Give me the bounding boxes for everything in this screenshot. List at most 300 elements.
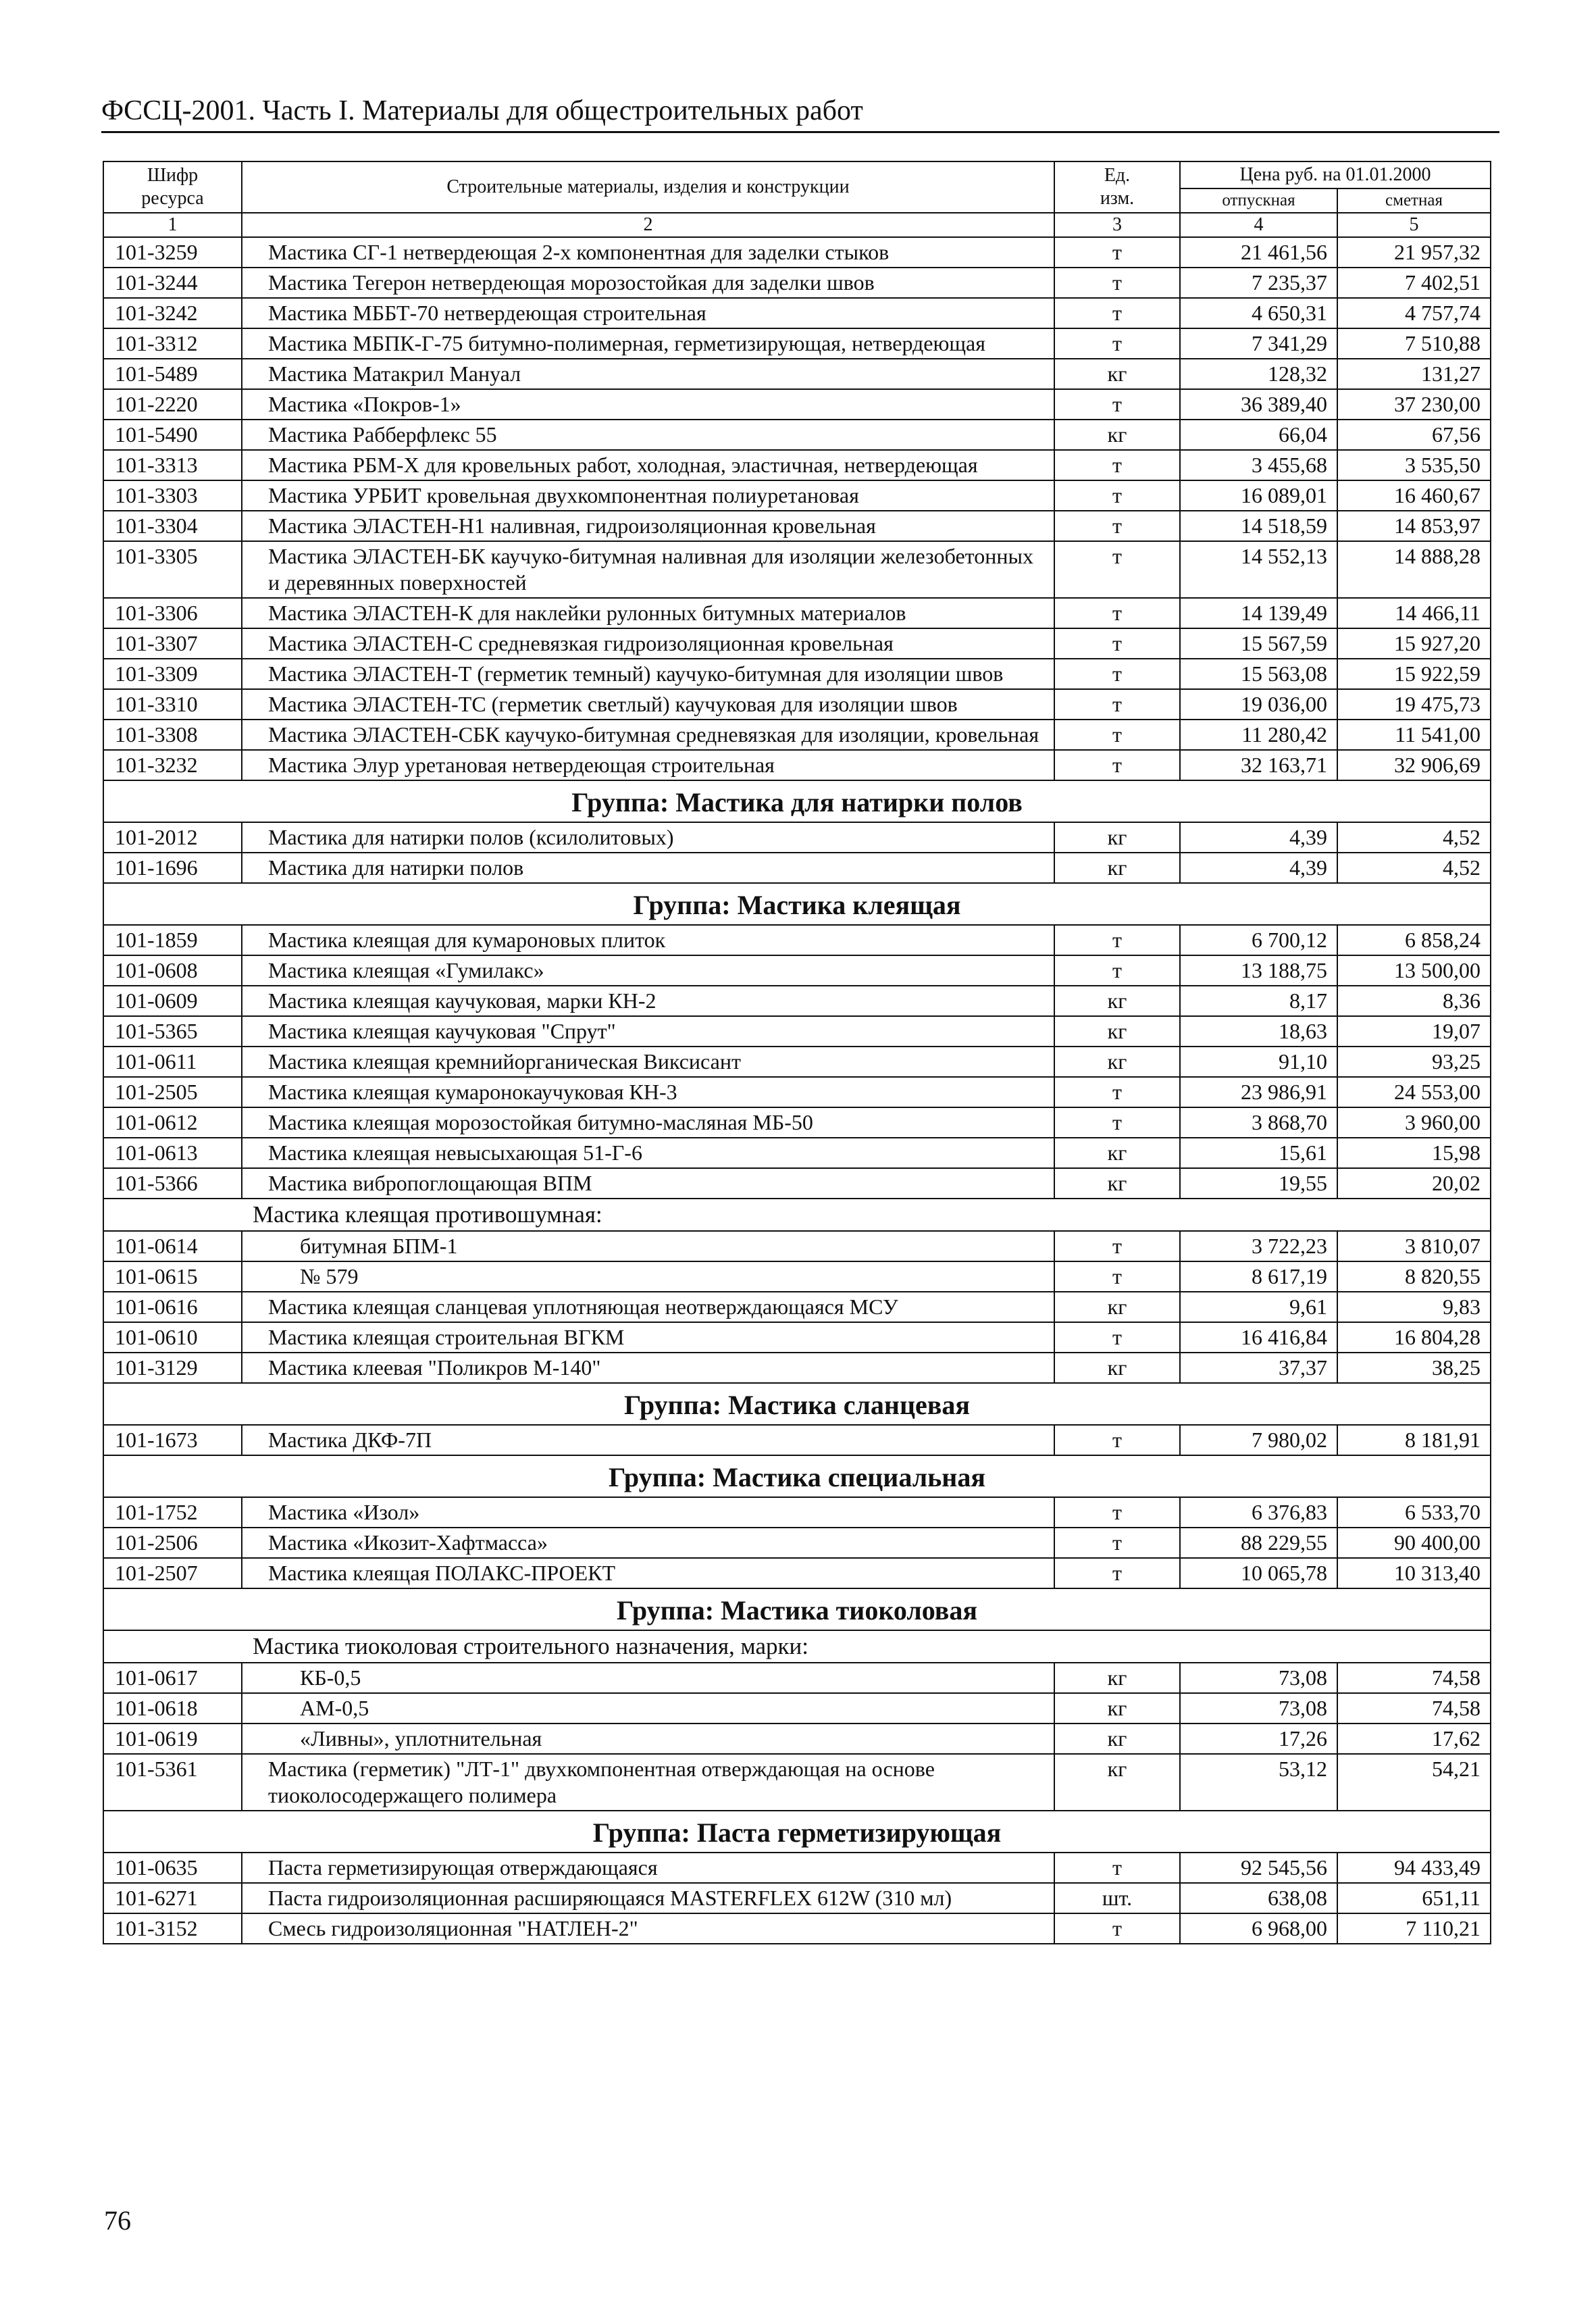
release-price-cell: 8 617,19 [1180, 1261, 1337, 1292]
resource-code-cell: 101-3232 [103, 750, 242, 780]
unit-cell: т [1054, 720, 1180, 750]
estimate-price-cell: 10 313,40 [1337, 1558, 1491, 1588]
release-price-cell: 14 518,59 [1180, 511, 1337, 541]
estimate-price-cell: 16 804,28 [1337, 1322, 1491, 1353]
material-name-cell: битумная БПМ-1 [242, 1231, 1054, 1261]
estimate-price-cell: 7 402,51 [1337, 268, 1491, 298]
estimate-price-cell: 67,56 [1337, 420, 1491, 450]
release-price-cell: 92 545,56 [1180, 1853, 1337, 1883]
table-row [103, 598, 1491, 628]
table-row [103, 1693, 1491, 1724]
material-name-cell: Мастика клеящая каучуковая, марки КН-2 [242, 986, 1054, 1016]
release-price-cell: 15 567,59 [1180, 628, 1337, 659]
unit-cell: т [1054, 237, 1180, 268]
release-price-cell: 9,61 [1180, 1292, 1337, 1322]
unit-cell: кг [1054, 1353, 1180, 1383]
estimate-price-cell: 14 853,97 [1337, 511, 1491, 541]
unit-cell: т [1054, 511, 1180, 541]
material-name-cell: Паста герметизирующая отверждающаяся [242, 1853, 1054, 1883]
resource-code-cell: 101-3303 [103, 480, 242, 511]
resource-code-cell: 101-5365 [103, 1016, 242, 1047]
resource-code-cell: 101-2505 [103, 1077, 242, 1107]
release-price-cell: 36 389,40 [1180, 389, 1337, 420]
table-row [103, 420, 1491, 450]
resource-code-cell: 101-3307 [103, 628, 242, 659]
material-name-cell: Мастика ЭЛАСТЕН-СБК каучуко-битумная средневязкая для изоляции, кровельная [242, 720, 1054, 750]
code-header-line2: ресурса [141, 188, 204, 209]
resource-code-cell: 101-2506 [103, 1528, 242, 1558]
estimate-price-cell: 17,62 [1337, 1724, 1491, 1754]
estimate-price-cell: 7 510,88 [1337, 328, 1491, 359]
material-name-cell: Мастика ЭЛАСТЕН-ТС (герметик светлый) каучуковая для изоляции швов [242, 689, 1054, 720]
material-name-cell: Мастика Элур уретановая нетвердеющая строительная [242, 750, 1054, 780]
table-row [103, 328, 1491, 359]
unit-cell: кг [1054, 822, 1180, 853]
subgroup-title: Мастика тиоколовая строительного назначения, марки: [103, 1630, 1491, 1663]
table-body [103, 237, 1491, 1944]
material-name-cell: Мастика клеящая сланцевая уплотняющая неотверждающаяся МСУ [242, 1292, 1054, 1322]
group-header-row [103, 780, 1491, 822]
unit-cell: т [1054, 1528, 1180, 1558]
column-number: 2 [242, 213, 1054, 237]
release-price-cell: 14 139,49 [1180, 598, 1337, 628]
unit-cell: т [1054, 328, 1180, 359]
release-price-cell: 4 650,31 [1180, 298, 1337, 328]
estimate-price-cell: 8 181,91 [1337, 1425, 1491, 1455]
material-name-cell: АМ-0,5 [242, 1693, 1054, 1724]
estimate-price-cell: 74,58 [1337, 1693, 1491, 1724]
material-name-cell: Мастика СГ-1 нетвердеющая 2-х компонентная для заделки стыков [242, 237, 1054, 268]
resource-code-cell: 101-3242 [103, 298, 242, 328]
group-title: Группа: Мастика сланцевая [103, 1383, 1491, 1425]
unit-cell: кг [1054, 986, 1180, 1016]
column-number: 4 [1180, 213, 1337, 237]
table-row [103, 1261, 1491, 1292]
unit-cell: т [1054, 268, 1180, 298]
unit-header-line2: изм. [1100, 188, 1135, 209]
estimate-price-cell: 4 757,74 [1337, 298, 1491, 328]
estimate-price-cell: 19,07 [1337, 1016, 1491, 1047]
material-name-cell: Паста гидроизоляционная расширяющаяся MASTERFLEX 612W (310 мл) [242, 1883, 1054, 1913]
group-header-row [103, 1383, 1491, 1425]
estimate-price-cell: 14 888,28 [1337, 541, 1491, 598]
resource-code-cell: 101-3306 [103, 598, 242, 628]
estimate-price-cell: 14 466,11 [1337, 598, 1491, 628]
material-name-cell: Мастика клеевая "Поликров М-140" [242, 1353, 1054, 1383]
material-name-cell: Мастика вибропоглощающая ВПМ [242, 1168, 1054, 1199]
unit-cell: т [1054, 628, 1180, 659]
resource-code-cell: 101-0613 [103, 1138, 242, 1168]
resource-code-cell: 101-3304 [103, 511, 242, 541]
estimate-price-cell: 93,25 [1337, 1047, 1491, 1077]
material-name-cell: Мастика клеящая кумаронокаучуковая КН-3 [242, 1077, 1054, 1107]
estimate-price-cell: 651,11 [1337, 1883, 1491, 1913]
release-price-cell: 73,08 [1180, 1693, 1337, 1724]
estimate-price-cell: 74,58 [1337, 1663, 1491, 1693]
unit-cell: кг [1054, 1138, 1180, 1168]
table-row [103, 1425, 1491, 1455]
column-header-code [103, 161, 242, 213]
table-row [103, 1168, 1491, 1199]
column-header-price: Цена руб. на 01.01.2000 [1180, 161, 1491, 188]
estimate-price-cell: 4,52 [1337, 853, 1491, 883]
material-name-cell: Мастика клеящая морозостойкая битумно-масляная МБ-50 [242, 1107, 1054, 1138]
resource-code-cell: 101-5490 [103, 420, 242, 450]
resource-code-cell: 101-0610 [103, 1322, 242, 1353]
table-row [103, 541, 1491, 598]
release-price-cell: 32 163,71 [1180, 750, 1337, 780]
table-row [103, 1883, 1491, 1913]
table-row [103, 1497, 1491, 1528]
release-price-cell: 88 229,55 [1180, 1528, 1337, 1558]
material-name-cell: «Ливны», уплотнительная [242, 1724, 1054, 1754]
unit-header-line1: Ед. [1104, 165, 1131, 186]
release-price-cell: 6 700,12 [1180, 925, 1337, 955]
estimate-price-cell: 13 500,00 [1337, 955, 1491, 986]
release-price-cell: 13 188,75 [1180, 955, 1337, 986]
release-price-cell: 6 376,83 [1180, 1497, 1337, 1528]
resource-code-cell: 101-0619 [103, 1724, 242, 1754]
estimate-price-cell: 9,83 [1337, 1292, 1491, 1322]
estimate-price-cell: 11 541,00 [1337, 720, 1491, 750]
release-price-cell: 66,04 [1180, 420, 1337, 450]
unit-cell: кг [1054, 359, 1180, 389]
estimate-price-cell: 131,27 [1337, 359, 1491, 389]
subgroup-title: Мастика клеящая противошумная: [103, 1199, 1491, 1231]
material-name-cell: Мастика ЭЛАСТЕН-Н1 наливная, гидроизоляционная кровельная [242, 511, 1054, 541]
resource-code-cell: 101-1673 [103, 1425, 242, 1455]
column-header-estimate: сметная [1337, 188, 1491, 213]
material-name-cell: Мастика клеящая строительная ВГКМ [242, 1322, 1054, 1353]
release-price-cell: 21 461,56 [1180, 237, 1337, 268]
unit-cell: кг [1054, 1047, 1180, 1077]
table-row [103, 1138, 1491, 1168]
table-row [103, 480, 1491, 511]
release-price-cell: 8,17 [1180, 986, 1337, 1016]
release-price-cell: 7 235,37 [1180, 268, 1337, 298]
resource-code-cell: 101-0618 [103, 1693, 242, 1724]
table-row [103, 1754, 1491, 1811]
unit-cell: т [1054, 541, 1180, 598]
resource-code-cell: 101-0609 [103, 986, 242, 1016]
resource-code-cell: 101-3308 [103, 720, 242, 750]
material-name-cell: Мастика «Икозит-Хафтмасса» [242, 1528, 1054, 1558]
material-name-cell: № 579 [242, 1261, 1054, 1292]
estimate-price-cell: 19 475,73 [1337, 689, 1491, 720]
material-name-cell: Мастика ЭЛАСТЕН-БК каучуко-битумная наливная для изоляции железобетонных и деревянных поверхностей [242, 541, 1054, 598]
page-title: ФССЦ-2001. Часть I. Материалы для общестроительных работ [101, 92, 1499, 133]
table-row [103, 268, 1491, 298]
material-name-cell: Мастика Рабберфлекс 55 [242, 420, 1054, 450]
table-row [103, 1913, 1491, 1944]
material-name-cell: Мастика клеящая ПОЛАКС-ПРОЕКТ [242, 1558, 1054, 1588]
release-price-cell: 3 868,70 [1180, 1107, 1337, 1138]
resource-code-cell: 101-3313 [103, 450, 242, 480]
unit-cell: т [1054, 689, 1180, 720]
table-row [103, 1047, 1491, 1077]
material-name-cell: Мастика ЭЛАСТЕН-С средневязкая гидроизоляционная кровельная [242, 628, 1054, 659]
resource-code-cell: 101-3152 [103, 1913, 242, 1944]
unit-cell: кг [1054, 1693, 1180, 1724]
subgroup-header-row [103, 1630, 1491, 1663]
resource-code-cell: 101-0608 [103, 955, 242, 986]
resource-code-cell: 101-1752 [103, 1497, 242, 1528]
release-price-cell: 15 563,08 [1180, 659, 1337, 689]
estimate-price-cell: 20,02 [1337, 1168, 1491, 1199]
material-name-cell: Мастика клеящая «Гумилакс» [242, 955, 1054, 986]
material-name-cell: Мастика для натирки полов (ксилолитовых) [242, 822, 1054, 853]
column-number: 5 [1337, 213, 1491, 237]
code-header-line1: Шифр [147, 165, 199, 186]
resource-code-cell: 101-3244 [103, 268, 242, 298]
table-row [103, 1558, 1491, 1588]
release-price-cell: 638,08 [1180, 1883, 1337, 1913]
unit-cell: т [1054, 1497, 1180, 1528]
resource-code-cell: 101-2507 [103, 1558, 242, 1588]
estimate-price-cell: 32 906,69 [1337, 750, 1491, 780]
material-name-cell: Мастика «Покров-1» [242, 389, 1054, 420]
release-price-cell: 3 722,23 [1180, 1231, 1337, 1261]
estimate-price-cell: 15 922,59 [1337, 659, 1491, 689]
group-title: Группа: Мастика специальная [103, 1455, 1491, 1497]
unit-cell: шт. [1054, 1883, 1180, 1913]
table-row [103, 450, 1491, 480]
estimate-price-cell: 3 810,07 [1337, 1231, 1491, 1261]
estimate-price-cell: 4,52 [1337, 822, 1491, 853]
resource-code-cell: 101-3309 [103, 659, 242, 689]
table-row [103, 750, 1491, 780]
resource-code-cell: 101-0616 [103, 1292, 242, 1322]
release-price-cell: 16 416,84 [1180, 1322, 1337, 1353]
estimate-price-cell: 3 960,00 [1337, 1107, 1491, 1138]
estimate-price-cell: 16 460,67 [1337, 480, 1491, 511]
release-price-cell: 23 986,91 [1180, 1077, 1337, 1107]
release-price-cell: 91,10 [1180, 1047, 1337, 1077]
column-number: 3 [1054, 213, 1180, 237]
table-row [103, 359, 1491, 389]
table-row [103, 1231, 1491, 1261]
unit-cell: т [1054, 1853, 1180, 1883]
resource-code-cell: 101-5361 [103, 1754, 242, 1811]
material-name-cell: Мастика для натирки полов [242, 853, 1054, 883]
unit-cell: т [1054, 450, 1180, 480]
estimate-price-cell: 94 433,49 [1337, 1853, 1491, 1883]
resource-code-cell: 101-1696 [103, 853, 242, 883]
unit-cell: т [1054, 1913, 1180, 1944]
resource-code-cell: 101-0612 [103, 1107, 242, 1138]
group-title: Группа: Мастика для натирки полов [103, 780, 1491, 822]
material-name-cell: КБ-0,5 [242, 1663, 1054, 1693]
table-row [103, 298, 1491, 328]
release-price-cell: 37,37 [1180, 1353, 1337, 1383]
release-price-cell: 73,08 [1180, 1663, 1337, 1693]
resource-code-cell: 101-0611 [103, 1047, 242, 1077]
resource-code-cell: 101-2220 [103, 389, 242, 420]
resource-code-cell: 101-0614 [103, 1231, 242, 1261]
group-header-row [103, 1455, 1491, 1497]
estimate-price-cell: 8,36 [1337, 986, 1491, 1016]
table-row [103, 853, 1491, 883]
estimate-price-cell: 21 957,32 [1337, 237, 1491, 268]
release-price-cell: 14 552,13 [1180, 541, 1337, 598]
estimate-price-cell: 37 230,00 [1337, 389, 1491, 420]
table-row [103, 628, 1491, 659]
material-name-cell: Мастика ЭЛАСТЕН-Т (герметик темный) каучуко-битумная для изоляции швов [242, 659, 1054, 689]
unit-cell: т [1054, 389, 1180, 420]
material-name-cell: Мастика Матакрил Мануал [242, 359, 1054, 389]
table-row [103, 822, 1491, 853]
unit-cell: кг [1054, 1724, 1180, 1754]
material-name-cell: Смесь гидроизоляционная "НАТЛЕН-2" [242, 1913, 1054, 1944]
group-title: Группа: Мастика клеящая [103, 883, 1491, 925]
table-row [103, 925, 1491, 955]
group-header-row [103, 883, 1491, 925]
material-name-cell: Мастика РБМ-Х для кровельных работ, холодная, эластичная, нетвердеющая [242, 450, 1054, 480]
resource-code-cell: 101-0615 [103, 1261, 242, 1292]
release-price-cell: 18,63 [1180, 1016, 1337, 1047]
estimate-price-cell: 8 820,55 [1337, 1261, 1491, 1292]
material-name-cell: Мастика клеящая невысыхающая 51-Г-6 [242, 1138, 1054, 1168]
material-name-cell: Мастика МББТ-70 нетвердеющая строительная [242, 298, 1054, 328]
material-name-cell: Мастика «Изол» [242, 1497, 1054, 1528]
unit-cell: т [1054, 1558, 1180, 1588]
unit-cell: т [1054, 480, 1180, 511]
price-table [103, 161, 1491, 1944]
group-title: Группа: Паста герметизирующая [103, 1811, 1491, 1853]
unit-cell: т [1054, 925, 1180, 955]
unit-cell: т [1054, 659, 1180, 689]
table-row [103, 720, 1491, 750]
table-row [103, 1077, 1491, 1107]
estimate-price-cell: 3 535,50 [1337, 450, 1491, 480]
resource-code-cell: 101-6271 [103, 1883, 242, 1913]
release-price-cell: 15,61 [1180, 1138, 1337, 1168]
resource-code-cell: 101-0617 [103, 1663, 242, 1693]
unit-cell: кг [1054, 853, 1180, 883]
material-name-cell: Мастика Тегерон нетвердеющая морозостойкая для заделки швов [242, 268, 1054, 298]
release-price-cell: 3 455,68 [1180, 450, 1337, 480]
unit-cell: т [1054, 1425, 1180, 1455]
release-price-cell: 4,39 [1180, 822, 1337, 853]
material-name-cell: Мастика УРБИТ кровельная двухкомпонентная полиуретановая [242, 480, 1054, 511]
unit-cell: кг [1054, 1754, 1180, 1811]
table-row [103, 1663, 1491, 1693]
resource-code-cell: 101-5489 [103, 359, 242, 389]
column-header-release: отпускная [1180, 188, 1337, 213]
table-row [103, 659, 1491, 689]
release-price-cell: 7 341,29 [1180, 328, 1337, 359]
unit-cell: кг [1054, 1016, 1180, 1047]
price-table-wrapper [103, 161, 1490, 1944]
unit-cell: т [1054, 298, 1180, 328]
unit-cell: т [1054, 955, 1180, 986]
column-header-name: Строительные материалы, изделия и конструкции [242, 161, 1054, 213]
estimate-price-cell: 6 533,70 [1337, 1497, 1491, 1528]
release-price-cell: 128,32 [1180, 359, 1337, 389]
material-name-cell: Мастика МБПК-Г-75 битумно-полимерная, герметизирующая, нетвердеющая [242, 328, 1054, 359]
estimate-price-cell: 6 858,24 [1337, 925, 1491, 955]
estimate-price-cell: 38,25 [1337, 1353, 1491, 1383]
table-row [103, 1107, 1491, 1138]
material-name-cell: Мастика (герметик) "ЛТ-1" двухкомпонентная отверждающая на основе тиоколосодержащего полимера [242, 1754, 1054, 1811]
table-head [103, 161, 1491, 237]
column-number-row [103, 213, 1491, 237]
estimate-price-cell: 24 553,00 [1337, 1077, 1491, 1107]
resource-code-cell: 101-3259 [103, 237, 242, 268]
estimate-price-cell: 90 400,00 [1337, 1528, 1491, 1558]
release-price-cell: 10 065,78 [1180, 1558, 1337, 1588]
table-row [103, 955, 1491, 986]
release-price-cell: 19,55 [1180, 1168, 1337, 1199]
unit-cell: т [1054, 1231, 1180, 1261]
page-number: 76 [104, 2205, 131, 2236]
unit-cell: кг [1054, 420, 1180, 450]
material-name-cell: Мастика клеящая для кумароновых плиток [242, 925, 1054, 955]
release-price-cell: 4,39 [1180, 853, 1337, 883]
material-name-cell: Мастика ЭЛАСТЕН-К для наклейки рулонных битумных материалов [242, 598, 1054, 628]
release-price-cell: 53,12 [1180, 1754, 1337, 1811]
table-row [103, 1292, 1491, 1322]
unit-cell: т [1054, 1261, 1180, 1292]
unit-cell: т [1054, 750, 1180, 780]
table-row [103, 1724, 1491, 1754]
unit-cell: т [1054, 598, 1180, 628]
group-header-row [103, 1811, 1491, 1853]
resource-code-cell: 101-3305 [103, 541, 242, 598]
unit-cell: кг [1054, 1663, 1180, 1693]
table-row [103, 1353, 1491, 1383]
release-price-cell: 19 036,00 [1180, 689, 1337, 720]
estimate-price-cell: 54,21 [1337, 1754, 1491, 1811]
table-row [103, 1016, 1491, 1047]
estimate-price-cell: 15 927,20 [1337, 628, 1491, 659]
release-price-cell: 6 968,00 [1180, 1913, 1337, 1944]
unit-cell: кг [1054, 1168, 1180, 1199]
column-header-unit [1054, 161, 1180, 213]
group-title: Группа: Мастика тиоколовая [103, 1588, 1491, 1630]
unit-cell: т [1054, 1322, 1180, 1353]
estimate-price-cell: 7 110,21 [1337, 1913, 1491, 1944]
table-row [103, 389, 1491, 420]
table-row [103, 1322, 1491, 1353]
table-row [103, 511, 1491, 541]
release-price-cell: 17,26 [1180, 1724, 1337, 1754]
unit-cell: т [1054, 1107, 1180, 1138]
resource-code-cell: 101-5366 [103, 1168, 242, 1199]
column-number: 1 [103, 213, 242, 237]
resource-code-cell: 101-3129 [103, 1353, 242, 1383]
table-row [103, 1528, 1491, 1558]
resource-code-cell: 101-3310 [103, 689, 242, 720]
resource-code-cell: 101-2012 [103, 822, 242, 853]
unit-cell: т [1054, 1077, 1180, 1107]
resource-code-cell: 101-0635 [103, 1853, 242, 1883]
table-row [103, 237, 1491, 268]
material-name-cell: Мастика клеящая каучуковая "Спрут" [242, 1016, 1054, 1047]
release-price-cell: 7 980,02 [1180, 1425, 1337, 1455]
table-row [103, 986, 1491, 1016]
unit-cell: кг [1054, 1292, 1180, 1322]
group-header-row [103, 1588, 1491, 1630]
estimate-price-cell: 15,98 [1337, 1138, 1491, 1168]
subgroup-header-row [103, 1199, 1491, 1231]
resource-code-cell: 101-1859 [103, 925, 242, 955]
table-row [103, 1853, 1491, 1883]
material-name-cell: Мастика клеящая кремнийорганическая Виксисант [242, 1047, 1054, 1077]
material-name-cell: Мастика ДКФ-7П [242, 1425, 1054, 1455]
table-row [103, 689, 1491, 720]
release-price-cell: 16 089,01 [1180, 480, 1337, 511]
